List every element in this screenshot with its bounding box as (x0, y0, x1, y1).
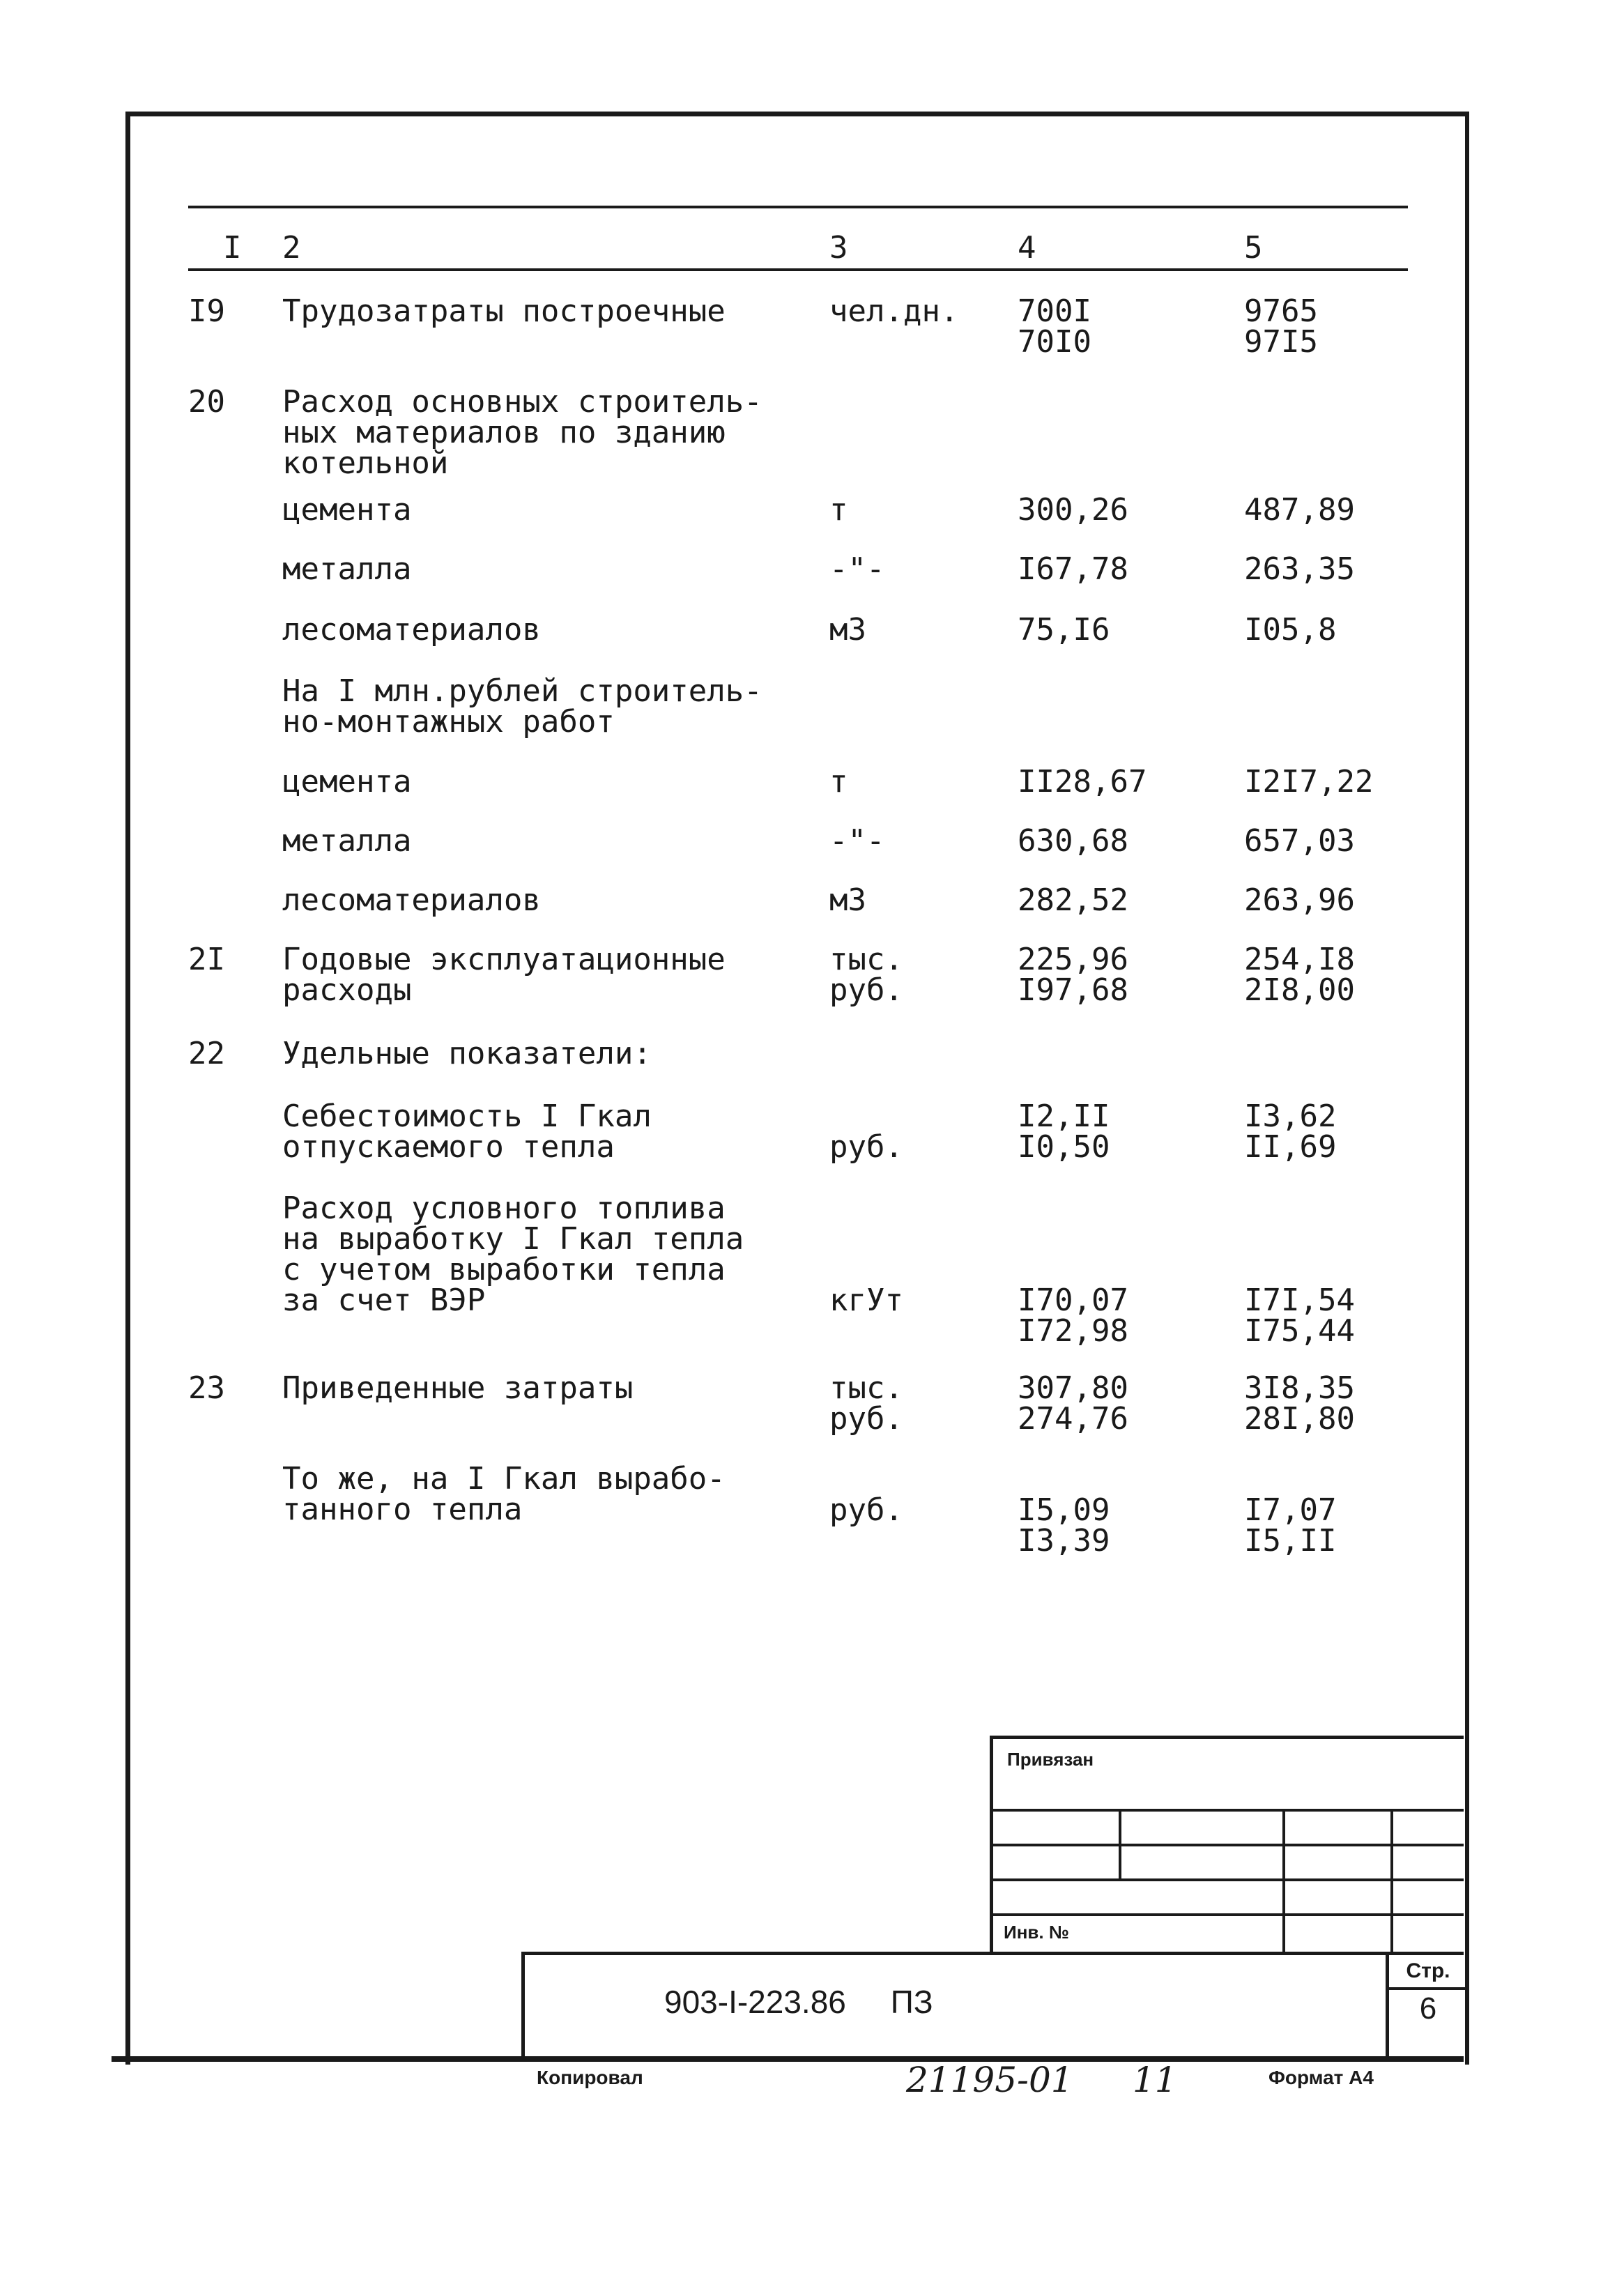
row-name: цемента (282, 764, 412, 799)
row-value-col4: II28,67 (1018, 764, 1147, 799)
stamp-line (1282, 1809, 1285, 1955)
row-value-col5: 3I8,35 28I,80 (1244, 1370, 1355, 1437)
document-type: ПЗ (890, 1984, 933, 2020)
row-number: 23 (188, 1370, 225, 1406)
row-value-col5: 487,89 (1244, 492, 1355, 528)
row-number: 20 (188, 384, 225, 420)
row-name: Удельные показатели: (282, 1036, 652, 1071)
row-value-col5: I7I,54 I75,44 (1244, 1283, 1355, 1349)
row-unit: руб. (829, 1492, 903, 1528)
row-value-col4: I67,78 (1018, 551, 1128, 587)
stamp-title: Привязан (1007, 1749, 1094, 1770)
format-label: Формат А4 (1268, 2067, 1374, 2088)
row-name: Расход основных строитель- ных материалов по зданию котельной (282, 384, 762, 481)
header-rule-bottom (188, 261, 1408, 271)
row-name: Себестоимость I Гкал отпускаемого тепла (282, 1099, 652, 1165)
stamp-line (1390, 1809, 1393, 1955)
row-unit: м3 (829, 882, 866, 918)
row-name: То же, на I Гкал вырабо- танного тепла (282, 1461, 726, 1527)
row-value-col5: 263,96 (1244, 882, 1355, 918)
row-unit: -"- (829, 551, 885, 587)
row-unit: кгУт (829, 1283, 903, 1318)
row-name: металла (282, 823, 412, 859)
row-value-col4: 282,52 (1018, 882, 1128, 918)
row-name: Расход условного топлива на выработку I Гкал тепла с учетом выработки тепла за счет ВЭР (282, 1191, 744, 1318)
row-value-col4: 307,80 274,76 (1018, 1370, 1128, 1437)
row-value-col5: 254,I8 2I8,00 (1244, 942, 1355, 1008)
row-value-col5: 9765 97I5 (1244, 293, 1318, 360)
header-rule-top (188, 199, 1408, 208)
row-value-col5: 657,03 (1244, 823, 1355, 859)
row-value-col5: I3,62 II,69 (1244, 1099, 1337, 1165)
binding-stamp (990, 1736, 1464, 1955)
row-name: металла (282, 551, 412, 587)
row-unit: тыс. руб. (829, 1370, 903, 1437)
row-number: 2I (188, 942, 225, 977)
document-code: 903-I-223.86 ПЗ (664, 1984, 933, 2020)
row-value-col4: 630,68 (1018, 823, 1128, 859)
column-header-1: I (223, 230, 242, 266)
row-unit: -"- (829, 823, 885, 859)
column-header-5: 5 (1244, 230, 1263, 266)
row-unit: т (829, 764, 848, 799)
row-value-col4: 75,I6 (1018, 612, 1110, 648)
page-number: 6 (1419, 1991, 1437, 2026)
row-value-col5: 263,35 (1244, 551, 1355, 587)
row-name: Приведенные затраты (282, 1370, 634, 1406)
title-block (521, 1952, 1464, 2061)
row-value-col4: I5,09 I3,39 (1018, 1492, 1110, 1559)
row-unit: м3 (829, 612, 866, 648)
row-name: На I млн.рублей строитель- но-монтажных работ (282, 673, 762, 740)
row-value-col4: 300,26 (1018, 492, 1128, 528)
row-value-col4: I70,07 I72,98 (1018, 1283, 1128, 1349)
row-name: лесоматериалов (282, 612, 541, 648)
row-value-col5: I2I7,22 (1244, 764, 1374, 799)
handwritten-page: 11 (1133, 2060, 1177, 2100)
page-label: Стр. (1389, 1955, 1467, 1990)
stamp-line (1119, 1809, 1121, 1878)
row-unit: чел.дн. (829, 293, 959, 329)
row-value-col4: 225,96 I97,68 (1018, 942, 1128, 1008)
row-number: 22 (188, 1036, 225, 1071)
inventory-number-label: Инв. № (1004, 1922, 1069, 1943)
row-value-col4: I2,II I0,50 (1018, 1099, 1110, 1165)
handwritten-number: 21195-01 (906, 2060, 1073, 2100)
row-value-col5: I7,07 I5,II (1244, 1492, 1337, 1559)
column-header-4: 4 (1018, 230, 1036, 266)
column-header-2: 2 (282, 230, 301, 266)
column-header-3: 3 (829, 230, 848, 266)
row-name: лесоматериалов (282, 882, 541, 918)
row-unit: руб. (829, 1129, 903, 1165)
copied-by-label: Копировал (537, 2067, 643, 2088)
row-unit: т (829, 492, 848, 528)
row-unit: тыс. руб. (829, 942, 903, 1008)
row-value-col4: 700I 70I0 (1018, 293, 1091, 360)
row-name: цемента (282, 492, 412, 528)
row-number: I9 (188, 293, 225, 329)
row-name: Годовые эксплуатационные расходы (282, 942, 726, 1008)
page-box (1386, 1955, 1467, 2061)
row-name: Трудозатраты построечные (282, 293, 726, 329)
row-value-col5: I05,8 (1244, 612, 1337, 648)
